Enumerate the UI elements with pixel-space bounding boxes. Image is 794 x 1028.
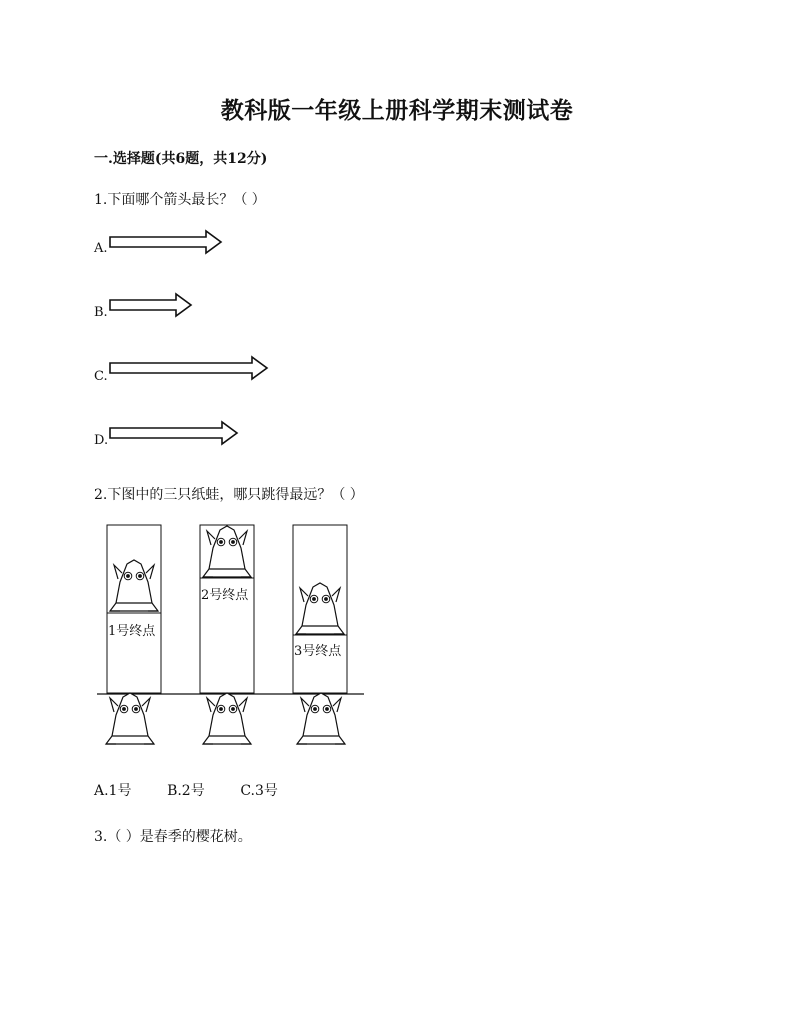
finish-label-3: 3号终点 bbox=[294, 644, 342, 659]
frog-1-start-icon bbox=[106, 693, 154, 744]
finish-label-1: 1号终点 bbox=[108, 624, 156, 639]
frog-1-finish-icon bbox=[110, 560, 158, 611]
option-c-label: C. bbox=[94, 369, 108, 384]
question-2-text: 2.下图中的三只纸蛙，哪只跳得最远？（ ） bbox=[94, 487, 364, 503]
frog-2-start-icon bbox=[203, 693, 251, 744]
option-b-label: B. bbox=[94, 305, 108, 320]
option-d-label: D. bbox=[94, 433, 109, 448]
question-2-options: A.1号 B.2号 C.3号 bbox=[94, 783, 278, 799]
section-heading: 一.选择题(共6题，共12分) bbox=[94, 151, 268, 167]
frog-2-finish-icon bbox=[203, 526, 251, 577]
finish-label-2: 2号终点 bbox=[201, 588, 249, 603]
page-title: 教科版一年级上册科学期末测试卷 bbox=[220, 97, 574, 124]
question-1-text: 1.下面哪个箭头最长？（ ） bbox=[94, 192, 266, 208]
frog-3-start-icon bbox=[297, 693, 345, 744]
question-3-text: 3.（ ）是春季的樱花树。 bbox=[94, 829, 252, 845]
option-a-label: A. bbox=[94, 241, 108, 256]
frog-3-finish-icon bbox=[296, 583, 344, 634]
